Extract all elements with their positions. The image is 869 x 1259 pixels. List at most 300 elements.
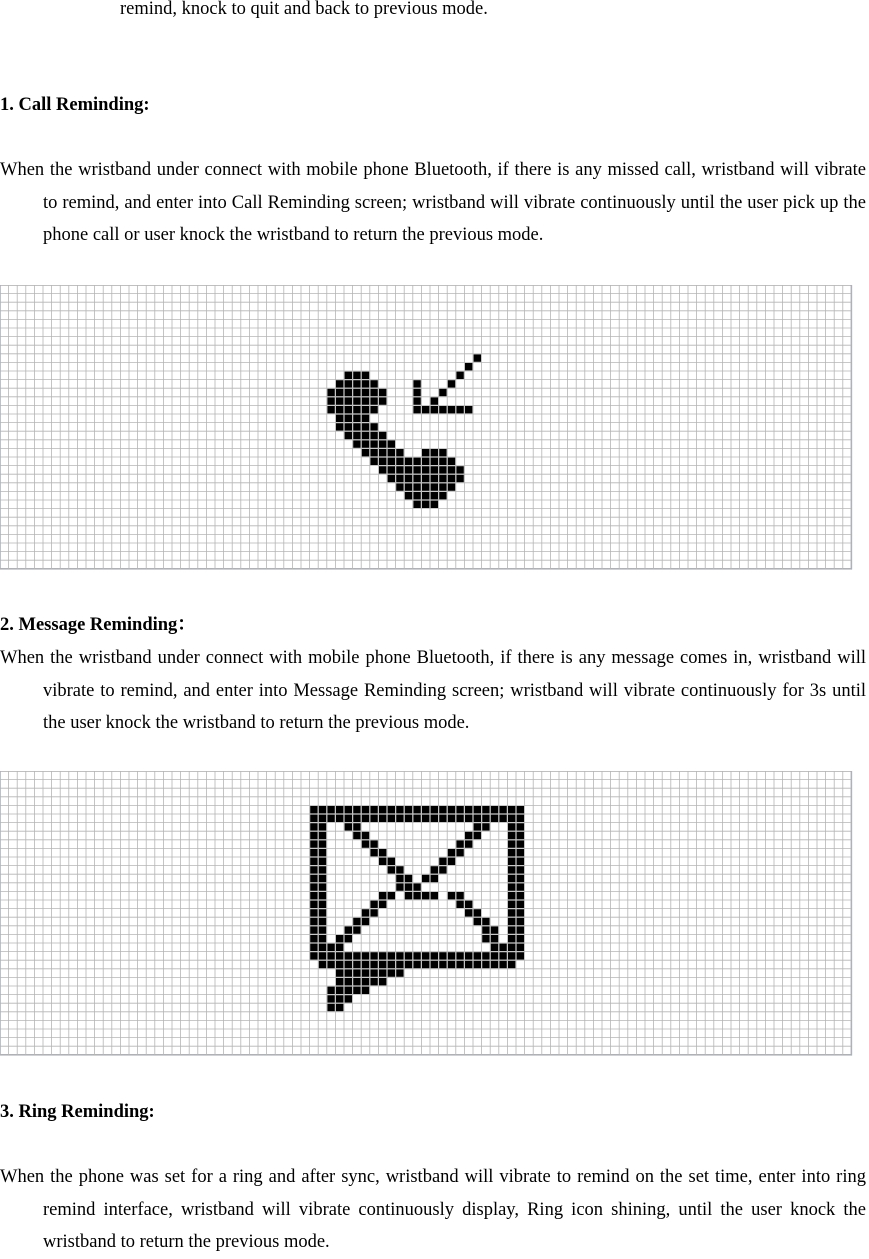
pixel <box>345 406 352 413</box>
pixel <box>422 492 429 499</box>
pixel <box>353 918 360 925</box>
pixel <box>379 849 386 856</box>
pixel <box>413 475 420 482</box>
pixel <box>336 969 343 976</box>
pixel <box>517 935 524 942</box>
pixel <box>345 806 352 813</box>
pixel <box>379 458 386 465</box>
pixel <box>465 952 472 959</box>
intro-line: remind, knock to quit and back to previous mode. <box>120 0 488 19</box>
pixel <box>379 892 386 899</box>
pixel <box>491 806 498 813</box>
pixel <box>405 815 412 822</box>
pixel <box>491 935 498 942</box>
pixel <box>396 969 403 976</box>
pixel <box>499 944 506 951</box>
pixel <box>388 449 395 456</box>
pixel <box>396 952 403 959</box>
pixel <box>431 892 438 899</box>
pixel <box>413 815 420 822</box>
pixel <box>379 952 386 959</box>
pixel <box>396 483 403 490</box>
pixel <box>319 944 326 951</box>
pixel <box>396 961 403 968</box>
pixel <box>362 397 369 404</box>
pixel <box>319 901 326 908</box>
pixel <box>362 440 369 447</box>
pixel <box>362 406 369 413</box>
pixel <box>327 815 334 822</box>
pixel <box>327 806 334 813</box>
pixel <box>405 892 412 899</box>
pixel <box>474 354 481 361</box>
message-reminding-heading: 2. Message Reminding： <box>0 615 196 635</box>
pixel <box>396 875 403 882</box>
pixel <box>345 423 352 430</box>
pixel <box>345 935 352 942</box>
pixel <box>353 372 360 379</box>
pixel <box>345 432 352 439</box>
pixel <box>465 901 472 908</box>
pixel <box>448 483 455 490</box>
pixel <box>431 492 438 499</box>
pixel <box>448 806 455 813</box>
pixel <box>379 806 386 813</box>
pixel <box>517 875 524 882</box>
pixel <box>327 987 334 994</box>
pixel <box>517 918 524 925</box>
pixel <box>431 458 438 465</box>
pixel <box>336 415 343 422</box>
pixel <box>370 806 377 813</box>
message-reminding-body: When the wristband under connect with mobile phone Bluetooth, if there is any message comes in, wristband will vibrate to remind, and enter into Message Reminding screen; wristband will vibrate continuously for 3s until the user knock the wristband to return the previous mode. <box>0 648 866 733</box>
pixel <box>413 501 420 508</box>
pixel <box>439 475 446 482</box>
pixel <box>431 875 438 882</box>
pixel <box>353 823 360 830</box>
pixel <box>336 987 343 994</box>
pixel <box>310 806 317 813</box>
pixel <box>353 380 360 387</box>
pixel <box>474 832 481 839</box>
pixel <box>310 875 317 882</box>
pixel <box>482 806 489 813</box>
pixel <box>388 815 395 822</box>
pixel <box>379 961 386 968</box>
pixel <box>422 875 429 882</box>
pixel <box>422 458 429 465</box>
pixel <box>319 858 326 865</box>
pixel <box>474 952 481 959</box>
pixel <box>336 815 343 822</box>
pixel <box>379 978 386 985</box>
pixel <box>353 806 360 813</box>
pixel <box>319 875 326 882</box>
pixel <box>439 458 446 465</box>
pixel <box>345 397 352 404</box>
pixel <box>439 406 446 413</box>
pixel <box>405 952 412 959</box>
pixel <box>431 952 438 959</box>
pixel <box>482 952 489 959</box>
pixel <box>388 866 395 873</box>
pixel <box>431 483 438 490</box>
pixel <box>345 372 352 379</box>
pixel <box>439 815 446 822</box>
pixel <box>508 806 515 813</box>
pixel <box>388 466 395 473</box>
pixel <box>439 866 446 873</box>
pixel <box>499 815 506 822</box>
pixel <box>353 423 360 430</box>
pixel <box>336 806 343 813</box>
pixel <box>465 363 472 370</box>
pixel <box>327 944 334 951</box>
pixel <box>336 935 343 942</box>
pixel <box>431 397 438 404</box>
pixel <box>456 952 463 959</box>
pixel <box>431 475 438 482</box>
pixel <box>508 858 515 865</box>
pixel <box>422 815 429 822</box>
pixel <box>405 806 412 813</box>
pixel <box>422 475 429 482</box>
pixel <box>439 961 446 968</box>
pixel <box>345 389 352 396</box>
pixel <box>474 823 481 830</box>
pixel <box>370 978 377 985</box>
pixel <box>448 849 455 856</box>
pixel <box>474 815 481 822</box>
pixel <box>345 969 352 976</box>
pixel <box>310 918 317 925</box>
pixel <box>405 961 412 968</box>
pixel <box>482 815 489 822</box>
pixel <box>422 449 429 456</box>
pixel <box>517 840 524 847</box>
pixel <box>362 389 369 396</box>
pixel <box>379 449 386 456</box>
pixel <box>327 952 334 959</box>
pixel <box>362 806 369 813</box>
pixel <box>456 849 463 856</box>
pixel <box>370 961 377 968</box>
pixel <box>508 892 515 899</box>
pixel <box>413 483 420 490</box>
pixel <box>370 397 377 404</box>
pixel <box>362 415 369 422</box>
pixel <box>379 432 386 439</box>
pixel <box>353 406 360 413</box>
pixel <box>405 475 412 482</box>
pixel <box>379 858 386 865</box>
pixel <box>396 449 403 456</box>
pixel <box>508 961 515 968</box>
pixel <box>345 952 352 959</box>
pixel <box>319 961 326 968</box>
pixel <box>319 909 326 916</box>
pixel <box>362 423 369 430</box>
pixel <box>465 806 472 813</box>
pixel <box>482 918 489 925</box>
pixel <box>345 823 352 830</box>
pixel <box>310 849 317 856</box>
pixel <box>508 832 515 839</box>
pixel <box>517 806 524 813</box>
pixel <box>439 806 446 813</box>
pixel <box>379 440 386 447</box>
pixel <box>499 961 506 968</box>
pixel <box>362 918 369 925</box>
pixel <box>362 987 369 994</box>
pixel <box>396 475 403 482</box>
pixel <box>370 380 377 387</box>
pixel <box>465 832 472 839</box>
pixel <box>431 815 438 822</box>
pixel <box>413 492 420 499</box>
pixel <box>422 406 429 413</box>
pixel <box>396 815 403 822</box>
pixel <box>362 815 369 822</box>
pixel <box>517 815 524 822</box>
pixel <box>362 380 369 387</box>
pixel <box>310 901 317 908</box>
pixel <box>439 449 446 456</box>
pixel <box>370 406 377 413</box>
pixel <box>379 389 386 396</box>
pixel <box>439 466 446 473</box>
pixel <box>353 952 360 959</box>
pixel <box>353 832 360 839</box>
pixel <box>310 935 317 942</box>
pixel <box>517 823 524 830</box>
pixel <box>345 380 352 387</box>
pixel <box>370 952 377 959</box>
pixel <box>517 832 524 839</box>
pixel <box>482 961 489 968</box>
pixel <box>362 449 369 456</box>
pixel <box>508 901 515 908</box>
pixel <box>336 423 343 430</box>
pixel <box>388 458 395 465</box>
pixel <box>413 466 420 473</box>
ring-reminding-body: When the phone was set for a ring and after sync, wristband will vibrate to remind on the set time, enter into ring remind interface, wristband will vibrate continuously display, Ring icon shining, until the user knock the wristband to return the previous mode. <box>0 1167 866 1252</box>
pixel <box>353 440 360 447</box>
pixel <box>388 806 395 813</box>
pixel <box>482 935 489 942</box>
envelope-icon <box>0 771 860 1064</box>
pixel <box>319 918 326 925</box>
missed-call-icon <box>0 285 860 575</box>
pixel <box>396 458 403 465</box>
pixel <box>327 397 334 404</box>
pixel <box>405 466 412 473</box>
pixel <box>456 961 463 968</box>
pixel <box>353 978 360 985</box>
pixel <box>517 944 524 951</box>
pixel <box>413 883 420 890</box>
pixel <box>456 892 463 899</box>
pixel <box>327 1004 334 1011</box>
pixel <box>336 406 343 413</box>
pixel <box>508 840 515 847</box>
pixel <box>448 892 455 899</box>
pixel <box>508 926 515 933</box>
pixel <box>491 944 498 951</box>
pixel <box>362 832 369 839</box>
pixel <box>319 840 326 847</box>
pixel <box>388 961 395 968</box>
pixel <box>319 815 326 822</box>
pixel <box>310 944 317 951</box>
pixel <box>422 466 429 473</box>
pixel <box>310 832 317 839</box>
pixel <box>413 892 420 899</box>
pixel <box>517 849 524 856</box>
pixel <box>422 501 429 508</box>
pixel <box>422 483 429 490</box>
pixel <box>370 432 377 439</box>
pixel <box>319 866 326 873</box>
pixel <box>370 389 377 396</box>
pixel <box>370 969 377 976</box>
pixel <box>310 926 317 933</box>
pixel <box>319 935 326 942</box>
pixel <box>456 840 463 847</box>
pixel <box>353 961 360 968</box>
pixel <box>474 909 481 916</box>
pixel <box>474 961 481 968</box>
pixel <box>319 806 326 813</box>
pixel <box>508 849 515 856</box>
pixel <box>353 969 360 976</box>
pixel <box>422 892 429 899</box>
pixel <box>482 926 489 933</box>
pixel <box>396 466 403 473</box>
pixel <box>336 944 343 951</box>
pixel <box>319 832 326 839</box>
pixel <box>448 475 455 482</box>
pixel <box>413 961 420 968</box>
pixel <box>491 926 498 933</box>
pixel <box>439 952 446 959</box>
pixel <box>491 961 498 968</box>
pixel <box>413 389 420 396</box>
pixel <box>448 815 455 822</box>
pixel <box>353 389 360 396</box>
pixel <box>388 475 395 482</box>
pixel <box>431 406 438 413</box>
pixel <box>439 389 446 396</box>
pixel <box>379 901 386 908</box>
pixel <box>336 961 343 968</box>
pixel <box>491 952 498 959</box>
pixel <box>405 458 412 465</box>
pixel <box>353 432 360 439</box>
ring-reminding-heading: 3. Ring Reminding: <box>0 1102 155 1122</box>
pixel <box>448 858 455 865</box>
pixel <box>327 995 334 1002</box>
pixel <box>345 978 352 985</box>
pixel <box>362 909 369 916</box>
pixel <box>431 961 438 968</box>
pixel <box>491 815 498 822</box>
pixel <box>517 892 524 899</box>
pixel <box>413 458 420 465</box>
pixel <box>310 840 317 847</box>
pixel <box>448 961 455 968</box>
pixel <box>439 858 446 865</box>
pixel <box>396 866 403 873</box>
pixel <box>517 909 524 916</box>
pixel <box>465 961 472 968</box>
pixel <box>345 987 352 994</box>
pixel <box>345 926 352 933</box>
message-reminding-screen <box>0 771 860 1064</box>
pixel <box>396 806 403 813</box>
pixel <box>405 883 412 890</box>
pixel <box>439 492 446 499</box>
pixel <box>370 458 377 465</box>
pixel <box>396 883 403 890</box>
pixel <box>362 840 369 847</box>
pixel <box>310 909 317 916</box>
pixel <box>370 849 377 856</box>
pixel <box>370 840 377 847</box>
pixel <box>370 815 377 822</box>
pixel <box>465 406 472 413</box>
pixel <box>508 823 515 830</box>
pixel <box>379 969 386 976</box>
pixel <box>362 432 369 439</box>
pixel <box>422 961 429 968</box>
pixel <box>499 806 506 813</box>
pixel <box>310 866 317 873</box>
pixel <box>362 372 369 379</box>
pixel <box>353 397 360 404</box>
pixel <box>517 926 524 933</box>
pixel <box>379 397 386 404</box>
pixel <box>370 440 377 447</box>
pixel <box>465 815 472 822</box>
pixel <box>353 815 360 822</box>
pixel <box>448 406 455 413</box>
pixel <box>508 883 515 890</box>
pixel <box>413 806 420 813</box>
pixel <box>345 415 352 422</box>
pixel <box>431 501 438 508</box>
pixel <box>422 806 429 813</box>
pixel <box>388 440 395 447</box>
pixel <box>474 806 481 813</box>
pixel <box>327 389 334 396</box>
pixel <box>413 406 420 413</box>
pixel <box>456 806 463 813</box>
pixel <box>388 858 395 865</box>
pixel <box>474 918 481 925</box>
pixel <box>508 952 515 959</box>
pixel <box>370 423 377 430</box>
pixel <box>353 415 360 422</box>
pixel <box>319 823 326 830</box>
pixel <box>456 466 463 473</box>
pixel <box>327 961 334 968</box>
pixel <box>319 892 326 899</box>
call-reminding-body: When the wristband under connect with mobile phone Bluetooth, if there is any missed call, wristband will vibrate to remind, and enter into Call Reminding screen; wristband will vibrate continuously until the user pick up the phone call or user knock the wristband to return the previous mode. <box>0 160 866 245</box>
pixel <box>319 926 326 933</box>
pixel <box>508 875 515 882</box>
pixel <box>508 909 515 916</box>
